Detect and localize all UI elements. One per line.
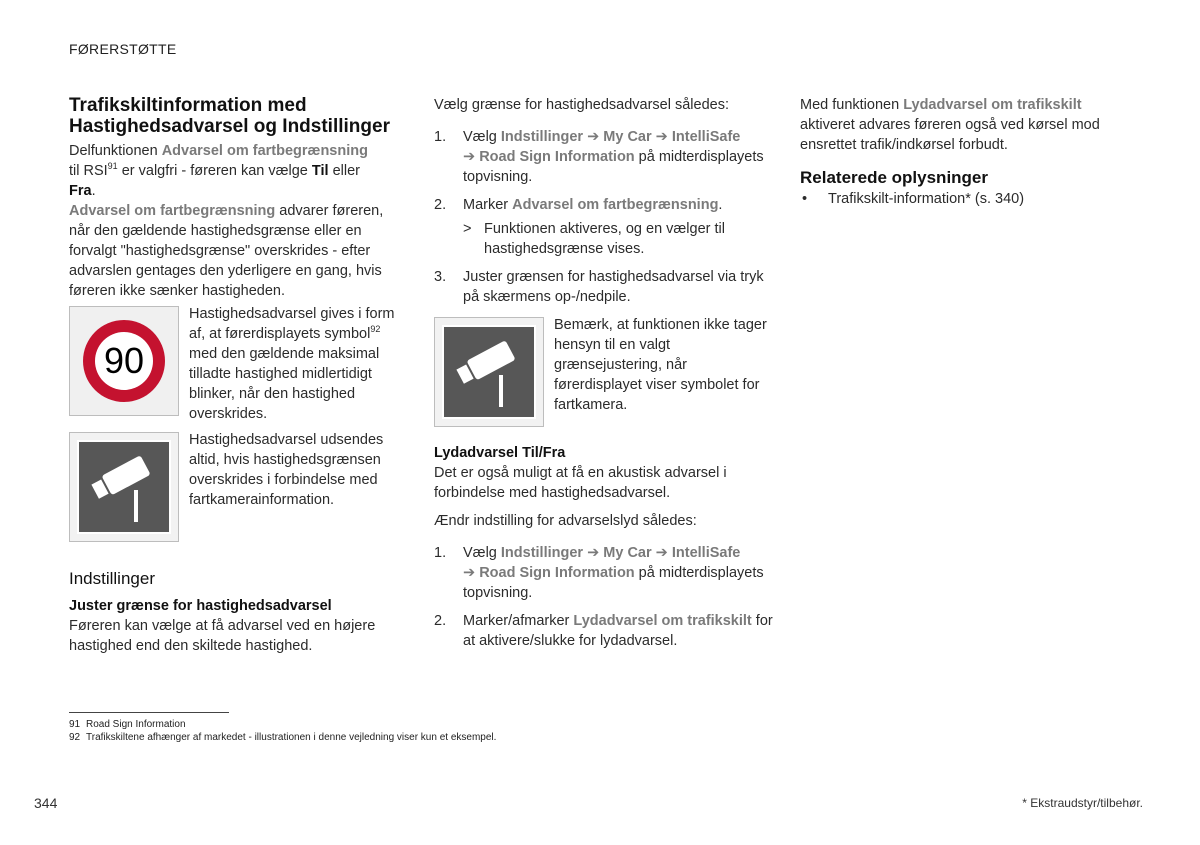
page-number: 344 <box>34 795 58 811</box>
related-item <box>800 189 1130 209</box>
speed-camera-box <box>69 432 179 542</box>
fig1-text-b: med den gældende maksimal tilladte hastighed midlertidigt blinker, når den hastighed overskrides. <box>189 346 380 422</box>
limit-steps <box>434 127 774 215</box>
figure-speed-camera <box>69 432 404 542</box>
footnote-92 <box>69 731 496 744</box>
para-a: Med funktionen <box>800 97 904 113</box>
footnote-text: Road Sign Information <box>86 719 186 730</box>
arrow-right-icon: ➔ <box>463 149 476 165</box>
footnote-divider <box>69 712 229 713</box>
menu-path-intellisafe: IntelliSafe <box>671 129 741 145</box>
limit-steps-cont <box>434 267 774 307</box>
footer-note: * Ekstraudstyr/tilbehør. <box>1022 796 1143 810</box>
footnote-91 <box>69 718 496 731</box>
menu-path-settings: Indstillinger <box>500 129 584 145</box>
warning-text: advarer føreren, når den gældende hastighedsgrænse eller en forvalgt "hastighedsgrænse" overskrides - efter advarslen gentages den yderligere en gang, hvis føreren ikke sænker hastigheden. <box>69 203 384 299</box>
list-item <box>434 127 774 187</box>
step-text: Marker/afmarker <box>463 613 574 629</box>
related-heading: Relaterede oplysninger <box>800 168 989 187</box>
audio-text: Det er også muligt at få en akustisk advarsel i forbindelse med hastighedsadvarsel. <box>434 465 727 501</box>
intro-paragraph <box>69 141 404 201</box>
intro-fra: Fra <box>69 183 92 199</box>
bullet-icon: • <box>802 191 808 207</box>
step-number: 2. <box>434 197 447 213</box>
footnote-text: Trafikskiltene afhænger af markedet - illustrationen i denne vejledning viser kun et eksempel. <box>86 732 497 743</box>
figure-speed-sign-text <box>189 304 404 424</box>
result-text: Funktionen aktiveres, og en vælger til hastighedsgrænse vises. <box>484 221 725 257</box>
menu-option-speed-warning: Advarsel om fartbegrænsning <box>512 197 719 213</box>
audio-heading: Lydadvarsel Til/Fra <box>434 445 566 461</box>
step-text-end: for at aktivere/slukke for lydadvarsel. <box>463 613 773 649</box>
speed-sign-box <box>69 306 179 416</box>
list-item <box>434 195 774 215</box>
intro-til: Til <box>311 163 329 179</box>
arrow-right-icon: ➔ <box>655 129 668 145</box>
related-link[interactable]: Trafikskilt-information* (s. 340) <box>828 191 1025 207</box>
settings-heading: Indstillinger <box>69 569 155 588</box>
limit-intro: Vælg grænse for hastighedsadvarsel således: <box>434 97 729 113</box>
step-text: Vælg <box>463 545 501 561</box>
step-text: Marker <box>463 197 513 213</box>
menu-path-road-sign: Road Sign Information <box>479 149 635 165</box>
section-header: FØRERSTØTTE <box>69 41 177 57</box>
footnotes <box>69 718 496 744</box>
fig2-text: Hastighedsadvarsel udsendes altid, hvis hastighedsgrænsen overskrides i forbindelse med fartkamerainformation. <box>189 432 384 508</box>
speed-camera-sign-icon <box>77 440 171 534</box>
para-b: aktiveret advares føreren også ved kørsel mod ensrettet trafik/indkørsel forbudt. <box>800 117 1100 153</box>
intro-function-name: Advarsel om fartbegrænsning <box>161 143 368 159</box>
arrow-right-icon: ➔ <box>463 565 476 581</box>
page-title <box>69 95 404 137</box>
intro-b: til RSI <box>69 163 108 179</box>
arrow-right-icon: ➔ <box>655 545 668 561</box>
menu-path-mycar: My Car <box>603 129 652 145</box>
speed-limit-value: 90 <box>95 332 153 390</box>
step-result <box>463 219 774 259</box>
speed-camera-sign-icon <box>442 325 536 419</box>
speed-limit-90-sign-icon <box>83 320 165 402</box>
menu-path-road-sign: Road Sign Information <box>479 565 635 581</box>
list-item <box>434 267 774 307</box>
step-text-end: på midterdisplayets topvisning. <box>463 565 764 601</box>
list-item <box>434 543 774 603</box>
audio-steps <box>434 543 774 651</box>
intro-a: Delfunktionen <box>69 143 162 159</box>
audio-intro: Ændr indstilling for advarselslyd således: <box>434 513 697 529</box>
step-number: 1. <box>434 545 447 561</box>
column-1 <box>69 95 404 656</box>
column-2 <box>434 95 774 651</box>
intro-c: er valgfri - føreren kan vælge <box>117 163 312 179</box>
menu-path-settings: Indstillinger <box>500 545 584 561</box>
audio-function-paragraph <box>800 95 1130 155</box>
intro-d: eller <box>328 163 360 179</box>
warning-paragraph <box>69 201 404 301</box>
menu-option-audio-warning: Lydadvarsel om trafikskilt <box>573 613 752 629</box>
intro-e: . <box>91 183 96 199</box>
step-number: 3. <box>434 269 447 285</box>
arrow-right-icon: ➔ <box>587 545 600 561</box>
column-3 <box>800 95 1130 209</box>
adjust-heading: Juster grænse for hastighedsadvarsel <box>69 598 332 614</box>
title-line-2: Hastighedsadvarsel og Indstillinger <box>69 116 390 137</box>
adjust-text: Føreren kan vælge at få advarsel ved en højere hastighed end den skiltede hastighed. <box>69 618 376 654</box>
step-text-end: . <box>718 197 723 213</box>
result-marker: > <box>463 221 472 237</box>
audio-function-name: Lydadvarsel om trafikskilt <box>903 97 1082 113</box>
menu-path-mycar: My Car <box>603 545 652 561</box>
speed-camera-box <box>434 317 544 427</box>
figure-speed-camera-2 <box>434 317 774 427</box>
list-item <box>434 611 774 651</box>
figure-camera-note: Bemærk, at funktionen ikke tager hensyn til en valgt grænsejustering, når førerdisplayet viser symbolet for fartkamera. <box>554 317 767 413</box>
figure-speed-sign <box>69 306 404 424</box>
step-number: 2. <box>434 613 447 629</box>
arrow-right-icon: ➔ <box>587 129 600 145</box>
step-text: Juster grænsen for hastighedsadvarsel via tryk på skærmens op-/nedpile. <box>463 269 764 305</box>
footnote-ref-92[interactable]: 92 <box>370 324 381 335</box>
menu-path-intellisafe: IntelliSafe <box>671 545 741 561</box>
step-text-end: på midterdisplayets topvisning. <box>463 149 764 185</box>
step-number: 1. <box>434 129 447 145</box>
footnote-number: 91 <box>69 719 81 730</box>
title-line-1: Trafikskiltinformation med <box>69 95 307 116</box>
footnote-ref-91[interactable]: 91 <box>107 161 118 172</box>
warning-function-name: Advarsel om fartbegrænsning <box>69 203 276 219</box>
fig1-text-a: Hastighedsadvarsel gives i form af, at førerdisplayets symbol <box>189 306 395 342</box>
footnote-number: 92 <box>69 732 81 743</box>
step-text: Vælg <box>463 129 501 145</box>
